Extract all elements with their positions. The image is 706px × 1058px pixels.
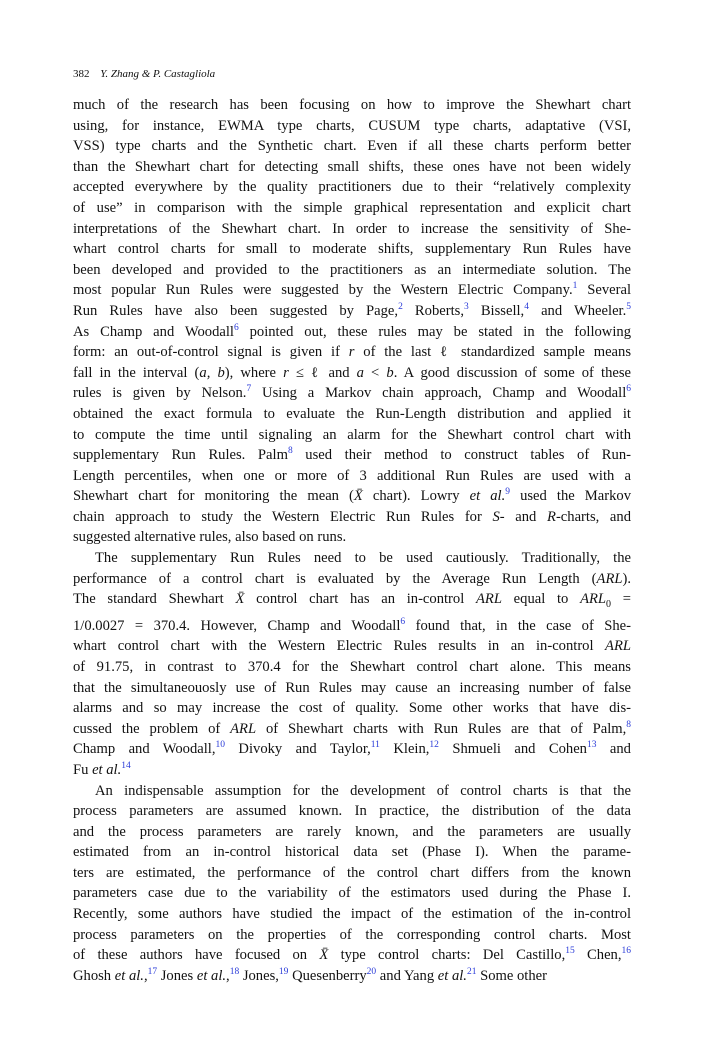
citation-ref[interactable]: 6 (233, 322, 239, 333)
citation-ref[interactable]: 19 (278, 966, 289, 977)
citation-ref[interactable]: 13 (586, 740, 597, 751)
citation-ref[interactable]: 1 (572, 281, 578, 292)
text-line: that the simultaneouosly use of Run Rules may cause an increasing number of false (73, 679, 631, 696)
text-line: and the process parameters are rarely known, and the parameters are usually (73, 823, 631, 840)
citation-ref[interactable]: 4 (524, 301, 529, 312)
math-italic: b (386, 364, 394, 381)
math-italic: et al. (92, 761, 122, 778)
text-line: of these authors have focused on X̄ type control charts: Del Castillo,$^{15}$ Chen,$^{16}$ (73, 946, 631, 964)
math-italic: et al. (437, 967, 467, 984)
text-line: Length percentiles, when one or more of 3 additional Run Rules are used with a (73, 467, 631, 484)
citation-ref[interactable]: 12 (429, 740, 439, 751)
text-line: of 91.75, in contrast to 370.4 for the Shewhart control chart alone. This means (73, 658, 631, 675)
text-line: obtained the exact formula to evaluate the Run-Length distribution and applied it (73, 405, 631, 422)
text-line: of use” in comparison with the simple graphical representation and explicit chart (73, 199, 631, 216)
text-line: parameters case due to the variability of the estimators used during the Phase I. (73, 885, 631, 902)
text-line: supplementary Run Rules. Palm$^8$ used their method to construct tables of Run- (73, 446, 631, 464)
text-line: The standard Shewhart X̄ control chart has an in-control ARL equal to $ARL_0$ = (73, 591, 632, 611)
header-authors: Y. Zhang & P. Castagliola (100, 68, 216, 80)
text-line: using, for instance, EWMA type charts, CUSUM type charts, adaptative (VSI, (73, 117, 631, 134)
running-header (73, 68, 215, 80)
text-line: than the Shewhart chart for detecting small shifts, these ones have not been widely (73, 158, 631, 175)
text-line: performance of a control chart is evaluated by the Average Run Length (ARL). (73, 570, 631, 587)
citation-ref[interactable]: 17 (147, 966, 158, 977)
citation-ref[interactable]: 7 (246, 384, 252, 395)
text-line: much of the research has been focusing on how to improve the Shewhart chart (73, 97, 631, 113)
math-italic: ARL (476, 591, 502, 608)
math-italic: a, b (199, 364, 225, 381)
citation-ref[interactable]: 3 (463, 301, 469, 312)
text-line: chain approach to study the Western Electric Run Rules for S- and R-charts, and (73, 508, 632, 525)
citation-ref[interactable]: 18 (229, 966, 240, 977)
math-italic: r (283, 364, 289, 381)
text-line: cussed the problem of ARL of Shewhart charts with Run Rules are that of Palm,$^8$ (73, 719, 632, 737)
citation-ref[interactable]: 21 (466, 966, 477, 977)
text-line: most popular Run Rules were suggested by the Western Electric Company.$^1$ Several (73, 281, 631, 299)
math-italic: a (356, 364, 364, 381)
citation-ref[interactable]: 8 (287, 446, 293, 457)
math-italic: X̄ (319, 947, 329, 964)
math-italic: et al. (196, 967, 227, 984)
text-line: to compute the time until signaling an alarm for the Shewhart control chart with (73, 426, 631, 443)
text-line: accepted everywhere by the quality practitioners due to their “relatively complexity (73, 179, 631, 196)
math-italic: X̄ (235, 591, 245, 608)
math-italic: et al. (114, 967, 144, 984)
citation-ref[interactable]: 16 (621, 946, 631, 957)
math-italic: r (348, 344, 355, 361)
paragraph (73, 95, 631, 548)
text-line: interpretations of the Shewhart chart. In order to increase the sensitivity of She- (73, 220, 631, 237)
math-italic: ARL (230, 720, 257, 737)
text-line: whart control chart with the Western Electric Rules results in an in-control ARL (73, 638, 631, 655)
text-line: form: an out-of-control signal is given if r of the last ℓ standardized sample means (73, 344, 631, 361)
math-italic: et al. (469, 488, 506, 505)
citation-ref[interactable]: 6 (626, 384, 631, 395)
math-italic: X̄ (353, 488, 363, 505)
text-line: Champ and Woodall,$^{10}$ Divoky and Taylor,$^{11}$ Klein,$^{12}$ Shmueli and Cohen$^{13}$ and (73, 740, 631, 758)
math-italic: ARL (596, 570, 623, 587)
text-line: rules is given by Nelson.$^7$ Using a Markov chain approach, Champ and Woodall$^6$ (73, 384, 631, 402)
paragraph (73, 781, 631, 987)
citation-ref[interactable]: 10 (215, 740, 226, 751)
citation-ref[interactable]: 5 (626, 301, 631, 312)
citation-ref[interactable]: 14 (121, 760, 131, 771)
paragraph (73, 548, 631, 780)
text-line: As Champ and Woodall$^6$ pointed out, these rules may be stated in the following (73, 322, 631, 340)
text-line: ters are estimated, the performance of the control chart differs from the known (73, 864, 631, 881)
text-line: estimated from an in-control historical data set (Phase I). When the parame- (73, 844, 631, 861)
article-body (73, 95, 631, 986)
text-line: alarms and so may increase the cost of quality. Some other works that have dis- (73, 700, 631, 717)
text-line: VSS) type charts and the Synthetic chart. Even if all these charts perform better (73, 138, 631, 155)
text-line: An indispensable assumption for the development of control charts is that the (95, 782, 631, 799)
citation-ref[interactable]: 11 (370, 740, 380, 751)
math-italic: ARL (605, 638, 631, 655)
citation-ref[interactable]: 8 (626, 719, 632, 730)
text-line: Ghosh et al.,$^{17}$ Jones et al.,$^{18}$ Jones,$^{19}$ Quesenberry$^{20}$ and Yang et al.$^{21}$ Some other (73, 966, 547, 984)
text-line: Run Rules have also been suggested by Page,$^2$ Roberts,$^3$ Bissell,$^4$ and Wheeler.$^5$ (73, 301, 631, 319)
math-italic: S (492, 508, 500, 525)
citation-ref[interactable]: 2 (398, 301, 403, 312)
math-italic: ARL (580, 591, 607, 608)
text-line: 1/0.0027 = 370.4. However, Champ and Woodall$^6$ found that, in the case of She- (73, 616, 632, 634)
text-line: suggested alternative rules, also based on runs. (73, 529, 347, 546)
text-line: The supplementary Run Rules need to be used cautiously. Traditionally, the (95, 550, 631, 567)
text-line: process parameters on the properties of the corresponding control charts. Most (73, 926, 631, 943)
text-line: Fu et al.$^{14}$ (73, 760, 131, 778)
page-number: 382 (73, 68, 90, 80)
citation-ref[interactable]: 20 (366, 966, 377, 977)
text-line: Shewhart chart for monitoring the mean (X̄ chart). Lowry et al.$^9$ used the Markov (73, 487, 632, 505)
text-line: fall in the interval (a, b), where r ≤ ℓ and a < b. A good discussion of some of these (73, 364, 631, 381)
text-line: Recently, some authors have studied the impact of the estimation of the in-control (73, 906, 631, 923)
math-italic: R (547, 508, 556, 525)
citation-ref[interactable]: 15 (565, 946, 575, 957)
text-line: been developed and provided to the practitioners as an intermediate solution. The (73, 261, 631, 278)
subscript: 0 (606, 599, 612, 611)
text-line: whart control charts for small to moderate shifts, supplementary Run Rules have (73, 241, 631, 258)
citation-ref[interactable]: 6 (400, 616, 406, 627)
text-line: process parameters are assumed known. In practice, the distribution of the data (73, 803, 631, 820)
citation-ref[interactable]: 9 (505, 487, 510, 498)
